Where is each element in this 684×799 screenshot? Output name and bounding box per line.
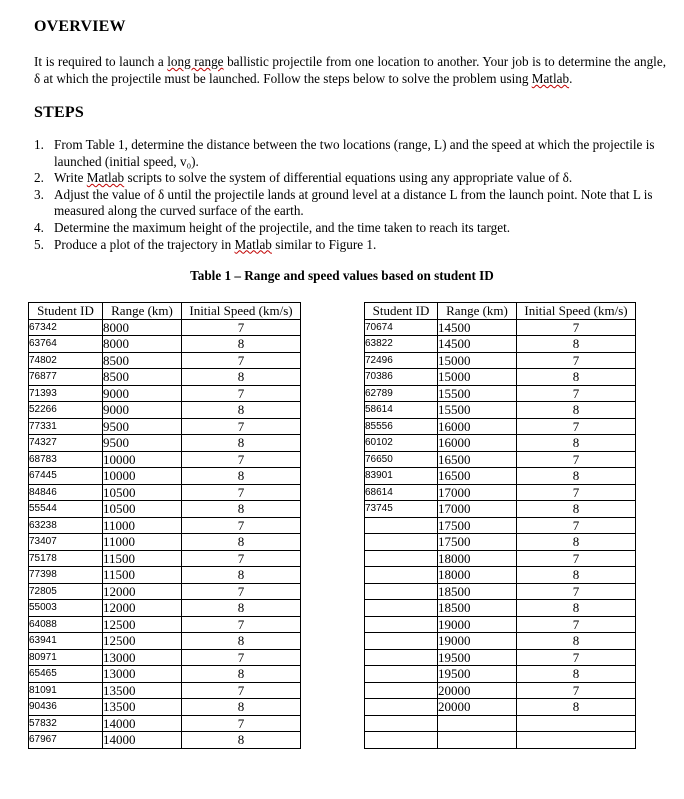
- range-cell: 11500: [103, 550, 182, 567]
- speed-cell: 7: [517, 649, 636, 666]
- speed-cell: 8: [182, 501, 301, 518]
- student-id-cell: 62789: [365, 385, 438, 402]
- range-cell: 12500: [103, 633, 182, 650]
- student-id-cell: 71393: [29, 385, 103, 402]
- table-row: [29, 732, 301, 749]
- table-row: [365, 633, 636, 650]
- col-header-student-id: Student ID: [365, 303, 438, 320]
- table-row: [29, 550, 301, 567]
- student-id-cell: 70386: [365, 369, 438, 386]
- student-id-cell: 77331: [29, 418, 103, 435]
- range-cell: 19500: [438, 666, 517, 683]
- table-row: [365, 682, 636, 699]
- range-cell: 11000: [103, 534, 182, 551]
- range-cell: 13000: [103, 666, 182, 683]
- range-cell: 15000: [438, 352, 517, 369]
- speed-cell: 8: [517, 600, 636, 617]
- range-cell: 16000: [438, 435, 517, 452]
- student-id-cell: 65465: [29, 666, 103, 683]
- steps-list: [34, 137, 664, 253]
- range-cell: 9500: [103, 418, 182, 435]
- speed-cell: 8: [517, 369, 636, 386]
- range-cell: 17000: [438, 484, 517, 501]
- student-id-cell: 68614: [365, 484, 438, 501]
- overview-heading: OVERVIEW: [34, 18, 126, 35]
- speed-cell: 7: [182, 418, 301, 435]
- col-header-range: Range (km): [103, 303, 182, 320]
- speed-cell: 8: [517, 567, 636, 584]
- student-id-cell: 68783: [29, 451, 103, 468]
- student-id-cell: 84846: [29, 484, 103, 501]
- student-id-cell: [365, 567, 438, 584]
- speed-cell: 7: [517, 583, 636, 600]
- speed-cell: 7: [182, 715, 301, 732]
- step-item: 3. Adjust the value of δ until the projectile lands at ground level at a distance L from the launch point. Note that L is measured along the curved surface of the earth.: [34, 186, 653, 219]
- speed-cell: 8: [182, 732, 301, 749]
- range-cell: [438, 732, 517, 749]
- table-row: [29, 699, 301, 716]
- speed-cell: 7: [517, 682, 636, 699]
- table-row: [29, 600, 301, 617]
- student-id-cell: 73407: [29, 534, 103, 551]
- speed-cell: 7: [182, 319, 301, 336]
- student-id-cell: 64088: [29, 616, 103, 633]
- table-row: [29, 517, 301, 534]
- student-id-cell: [365, 715, 438, 732]
- table-row: [365, 550, 636, 567]
- table-row: [29, 616, 301, 633]
- student-id-cell: 76650: [365, 451, 438, 468]
- student-id-cell: [365, 600, 438, 617]
- student-table-right: [364, 302, 636, 749]
- table-caption: Table 1 – Range and speed values based on student ID: [190, 268, 494, 283]
- speed-cell: 8: [182, 435, 301, 452]
- range-cell: 18000: [438, 550, 517, 567]
- student-id-cell: 83901: [365, 468, 438, 485]
- speed-cell: 8: [182, 402, 301, 419]
- range-cell: 15500: [438, 385, 517, 402]
- range-cell: 14000: [103, 732, 182, 749]
- speed-cell: 8: [182, 534, 301, 551]
- speed-cell: 8: [517, 468, 636, 485]
- table-row: [365, 517, 636, 534]
- table-row: [29, 567, 301, 584]
- speed-cell: 7: [182, 583, 301, 600]
- range-cell: 16500: [438, 468, 517, 485]
- speed-cell: 7: [182, 484, 301, 501]
- student-id-cell: [365, 534, 438, 551]
- speed-cell: 7: [182, 550, 301, 567]
- student-table-left: [28, 302, 301, 749]
- step-item: 4. Determine the maximum height of the projectile, and the time taken to reach its target.: [34, 219, 511, 235]
- student-id-cell: 80971: [29, 649, 103, 666]
- table-row: [29, 369, 301, 386]
- student-id-cell: [365, 616, 438, 633]
- speed-cell: 8: [517, 336, 636, 353]
- range-cell: 17500: [438, 534, 517, 551]
- student-id-cell: [365, 649, 438, 666]
- range-cell: 13500: [103, 682, 182, 699]
- speed-cell: 8: [182, 600, 301, 617]
- range-cell: 19500: [438, 649, 517, 666]
- speed-cell: 8: [182, 336, 301, 353]
- student-id-cell: 76877: [29, 369, 103, 386]
- table-row: [29, 402, 301, 419]
- range-cell: 14500: [438, 319, 517, 336]
- range-cell: 17500: [438, 517, 517, 534]
- range-cell: 8000: [103, 319, 182, 336]
- speed-cell: [517, 732, 636, 749]
- long-range-link[interactable]: long range: [167, 54, 224, 69]
- student-id-cell: 55003: [29, 600, 103, 617]
- table-row: [29, 435, 301, 452]
- speed-cell: 8: [517, 534, 636, 551]
- speed-cell: 7: [182, 517, 301, 534]
- student-id-cell: [365, 682, 438, 699]
- student-id-cell: [365, 550, 438, 567]
- range-cell: 13500: [103, 699, 182, 716]
- table-row: [365, 600, 636, 617]
- speed-cell: 7: [517, 484, 636, 501]
- speed-cell: 8: [517, 666, 636, 683]
- student-id-cell: [365, 583, 438, 600]
- speed-cell: 8: [182, 666, 301, 683]
- range-cell: 8000: [103, 336, 182, 353]
- range-cell: 11000: [103, 517, 182, 534]
- speed-cell: 8: [182, 567, 301, 584]
- student-id-cell: 63822: [365, 336, 438, 353]
- speed-cell: 8: [182, 369, 301, 386]
- student-id-cell: 67342: [29, 319, 103, 336]
- speed-cell: 7: [182, 385, 301, 402]
- col-header-student-id: Student ID: [29, 303, 103, 320]
- table-row: [365, 732, 636, 749]
- range-cell: 11500: [103, 567, 182, 584]
- speed-cell: [517, 715, 636, 732]
- range-cell: 20000: [438, 682, 517, 699]
- matlab-word: Matlab: [531, 71, 570, 86]
- table-row: [29, 336, 301, 353]
- student-id-cell: 75178: [29, 550, 103, 567]
- overview-paragraph: It is required to launch a long range ballistic projectile from one location to another. Your job is to determine the angle, δ at which the projectile must be launched. Follow the steps below to solve the problem using Matlab.: [34, 54, 666, 86]
- speed-cell: 7: [517, 550, 636, 567]
- student-id-cell: 63238: [29, 517, 103, 534]
- speed-cell: 7: [517, 517, 636, 534]
- student-id-cell: 81091: [29, 682, 103, 699]
- range-cell: 10500: [103, 484, 182, 501]
- speed-cell: 8: [517, 435, 636, 452]
- speed-cell: 8: [517, 501, 636, 518]
- table-row: [29, 319, 301, 336]
- range-cell: 17000: [438, 501, 517, 518]
- range-cell: 9000: [103, 402, 182, 419]
- table-row: [365, 715, 636, 732]
- table-row: [365, 336, 636, 353]
- range-cell: 19000: [438, 633, 517, 650]
- student-id-cell: 72496: [365, 352, 438, 369]
- speed-cell: 7: [182, 352, 301, 369]
- table-row: [29, 385, 301, 402]
- table-row: [365, 583, 636, 600]
- speed-cell: 7: [517, 418, 636, 435]
- table-row: [365, 484, 636, 501]
- student-id-cell: 57832: [29, 715, 103, 732]
- student-id-cell: 77398: [29, 567, 103, 584]
- range-cell: 8500: [103, 369, 182, 386]
- table-row: [365, 319, 636, 336]
- col-header-speed: Initial Speed (km/s): [517, 303, 636, 320]
- table-row: [365, 699, 636, 716]
- table-row: [365, 402, 636, 419]
- range-cell: 12500: [103, 616, 182, 633]
- table-row: [29, 418, 301, 435]
- range-cell: 18500: [438, 600, 517, 617]
- range-cell: 10000: [103, 468, 182, 485]
- range-cell: 18000: [438, 567, 517, 584]
- step-item: 1. From Table 1, determine the distance between the two locations (range, L) and the speed at which the projectile is launched (initial speed, v₀).: [34, 137, 655, 169]
- table-row: [29, 715, 301, 732]
- student-id-cell: 72805: [29, 583, 103, 600]
- range-cell: 20000: [438, 699, 517, 716]
- table-row: [365, 418, 636, 435]
- student-id-cell: 58614: [365, 402, 438, 419]
- range-cell: 13000: [103, 649, 182, 666]
- range-cell: 9000: [103, 385, 182, 402]
- range-cell: 12000: [103, 600, 182, 617]
- student-id-cell: [365, 666, 438, 683]
- range-cell: 18500: [438, 583, 517, 600]
- table-row: [365, 567, 636, 584]
- table-row: [365, 534, 636, 551]
- student-id-cell: 55544: [29, 501, 103, 518]
- student-id-cell: [365, 633, 438, 650]
- student-id-cell: 74327: [29, 435, 103, 452]
- speed-cell: 8: [182, 633, 301, 650]
- speed-cell: 7: [182, 682, 301, 699]
- table-row: [29, 649, 301, 666]
- range-cell: 8500: [103, 352, 182, 369]
- step-item: 2. Write Matlab scripts to solve the system of differential equations using any appropriate value of δ.: [34, 170, 573, 186]
- table-row: [365, 451, 636, 468]
- speed-cell: 7: [182, 451, 301, 468]
- student-id-cell: 52266: [29, 402, 103, 419]
- speed-cell: 8: [517, 699, 636, 716]
- range-cell: [438, 715, 517, 732]
- speed-cell: 7: [517, 385, 636, 402]
- student-id-cell: 70674: [365, 319, 438, 336]
- student-id-cell: 85556: [365, 418, 438, 435]
- steps-heading: STEPS: [34, 104, 84, 121]
- range-cell: 19000: [438, 616, 517, 633]
- student-id-cell: [365, 699, 438, 716]
- range-cell: 10000: [103, 451, 182, 468]
- speed-cell: 8: [517, 633, 636, 650]
- table-row: [365, 352, 636, 369]
- range-cell: 12000: [103, 583, 182, 600]
- range-cell: 9500: [103, 435, 182, 452]
- student-id-cell: 67967: [29, 732, 103, 749]
- speed-cell: 8: [182, 468, 301, 485]
- speed-cell: 8: [182, 699, 301, 716]
- speed-cell: 7: [517, 352, 636, 369]
- student-id-cell: [365, 732, 438, 749]
- table-row: [365, 616, 636, 633]
- range-cell: 10500: [103, 501, 182, 518]
- range-cell: 14000: [103, 715, 182, 732]
- range-cell: 16000: [438, 418, 517, 435]
- speed-cell: 7: [517, 616, 636, 633]
- student-id-cell: 90436: [29, 699, 103, 716]
- table-row: [29, 451, 301, 468]
- table-row: [29, 468, 301, 485]
- table-row: [365, 435, 636, 452]
- col-header-range: Range (km): [438, 303, 517, 320]
- table-row: [29, 501, 301, 518]
- student-id-cell: [365, 517, 438, 534]
- table-row: [365, 501, 636, 518]
- student-id-cell: 67445: [29, 468, 103, 485]
- table-row: [365, 468, 636, 485]
- speed-cell: 7: [517, 319, 636, 336]
- speed-cell: 7: [182, 616, 301, 633]
- table-row: [365, 666, 636, 683]
- range-cell: 15000: [438, 369, 517, 386]
- table-row: [365, 649, 636, 666]
- speed-cell: 8: [517, 402, 636, 419]
- table-row: [29, 534, 301, 551]
- range-cell: 16500: [438, 451, 517, 468]
- table-row: [29, 583, 301, 600]
- table-row: [29, 352, 301, 369]
- step-item: 5. Produce a plot of the trajectory in Matlab similar to Figure 1.: [34, 236, 377, 252]
- table-row: [365, 369, 636, 386]
- table-row: [29, 484, 301, 501]
- student-id-cell: 73745: [365, 501, 438, 518]
- col-header-speed: Initial Speed (km/s): [182, 303, 301, 320]
- student-id-cell: 63941: [29, 633, 103, 650]
- range-cell: 15500: [438, 402, 517, 419]
- range-cell: 14500: [438, 336, 517, 353]
- student-id-cell: 74802: [29, 352, 103, 369]
- table-row: [29, 666, 301, 683]
- table-row: [29, 633, 301, 650]
- table-row: [365, 385, 636, 402]
- table-row: [29, 682, 301, 699]
- speed-cell: 7: [182, 649, 301, 666]
- speed-cell: 7: [517, 451, 636, 468]
- student-id-cell: 60102: [365, 435, 438, 452]
- student-id-cell: 63764: [29, 336, 103, 353]
